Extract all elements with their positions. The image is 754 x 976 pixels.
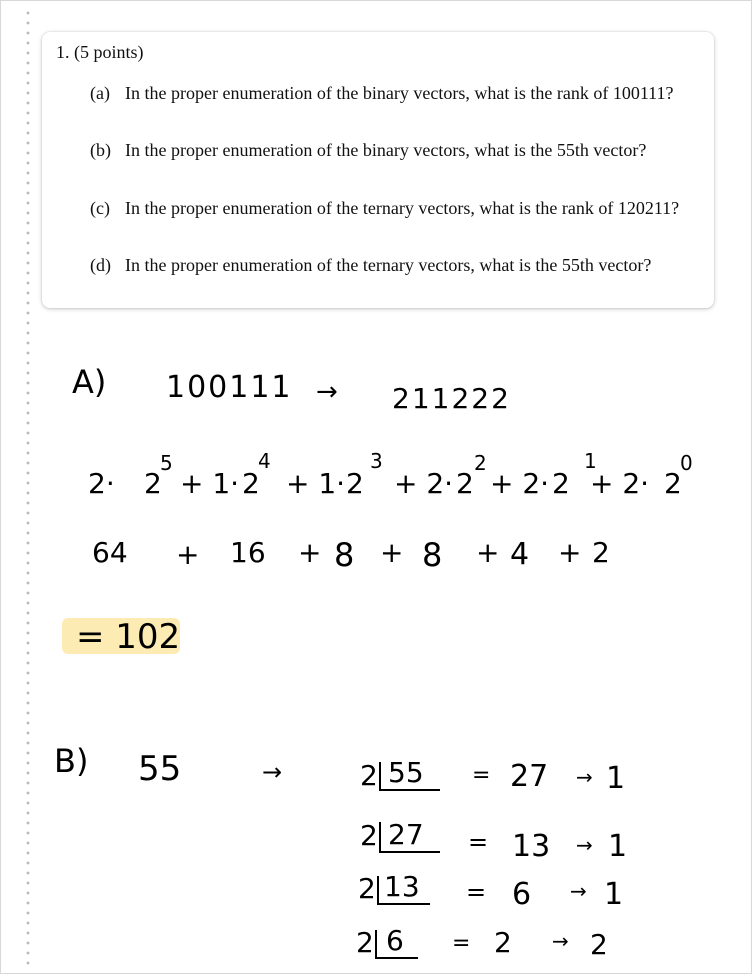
dividend: 27 bbox=[388, 818, 424, 851]
arrow-icon: → bbox=[262, 758, 283, 786]
part-label: (c) bbox=[90, 198, 110, 218]
dividend: 6 bbox=[386, 924, 404, 957]
coefficient: + 1· bbox=[286, 467, 346, 500]
divisor: 2 bbox=[360, 819, 378, 852]
remainder: 1 bbox=[608, 829, 628, 864]
coefficient: + 2· bbox=[394, 467, 454, 500]
part-a-label: A) bbox=[72, 363, 107, 401]
equals: = bbox=[472, 763, 491, 788]
part-text: In the proper enumeration of the ternary vectors, what is the 55th vector? bbox=[125, 255, 652, 275]
part-text: In the proper enumeration of the binary vectors, what is the 55th vector? bbox=[125, 140, 647, 160]
quotient: 27 bbox=[510, 759, 549, 794]
dividend: 55 bbox=[388, 756, 424, 789]
problem-header: 1. (5 points) bbox=[56, 42, 144, 62]
equals: = bbox=[452, 931, 471, 956]
power-expansion bbox=[88, 449, 693, 500]
arrow-icon: → bbox=[570, 879, 587, 903]
remainder: 1 bbox=[604, 877, 624, 912]
remainder: 1 bbox=[606, 761, 626, 796]
exponent: 1 bbox=[584, 449, 597, 473]
term: 8 bbox=[334, 536, 355, 574]
coefficient: 2· bbox=[88, 467, 115, 500]
arrow-icon: → bbox=[576, 833, 593, 857]
part-label: (d) bbox=[90, 255, 111, 275]
exponent: 3 bbox=[370, 449, 383, 473]
part-text: In the proper enumeration of the ternary vectors, what is the rank of 120211? bbox=[125, 198, 680, 218]
part-label: (a) bbox=[90, 83, 110, 103]
exponent: 0 bbox=[680, 451, 693, 475]
coefficient: + 2· bbox=[490, 467, 550, 500]
base: 2 bbox=[664, 467, 682, 500]
equals: = bbox=[466, 878, 487, 906]
arrow-icon: → bbox=[576, 765, 593, 789]
coefficient: + 1· bbox=[180, 467, 240, 500]
term: 2 bbox=[592, 536, 610, 569]
division-steps bbox=[356, 756, 627, 961]
remainder: 2 bbox=[590, 928, 608, 961]
quotient: 13 bbox=[512, 829, 551, 864]
quotient: 2 bbox=[494, 926, 512, 959]
base: 2 bbox=[242, 467, 260, 500]
divisor: 2 bbox=[358, 872, 376, 905]
base: 2 bbox=[552, 467, 570, 500]
plus: + bbox=[380, 536, 404, 569]
exponent: 4 bbox=[258, 449, 271, 473]
dividend: 13 bbox=[384, 870, 420, 903]
plus: + bbox=[176, 538, 200, 571]
mapped-vector: 211222 bbox=[392, 382, 511, 415]
plus: + bbox=[558, 536, 582, 569]
base: 2 bbox=[346, 467, 364, 500]
part-text: In the proper enumeration of the binary vectors, what is the rank of 100111? bbox=[125, 83, 674, 103]
equals: = bbox=[468, 828, 489, 856]
term: 4 bbox=[510, 537, 530, 572]
arrow-icon: → bbox=[316, 377, 338, 407]
term: 64 bbox=[92, 536, 128, 569]
divisor: 2 bbox=[360, 759, 378, 792]
divisor: 2 bbox=[356, 926, 374, 959]
base: 2 bbox=[456, 467, 474, 500]
base: 2 bbox=[144, 467, 162, 500]
exponent: 5 bbox=[160, 451, 173, 475]
decimal-number: 55 bbox=[138, 749, 182, 789]
plus: + bbox=[476, 536, 500, 569]
term: 8 bbox=[422, 536, 443, 574]
result-value: = 102 bbox=[76, 617, 181, 657]
coefficient: + 2· bbox=[590, 467, 650, 500]
binary-vector: 100111 bbox=[166, 370, 293, 405]
part-label: (b) bbox=[90, 140, 111, 160]
arrow-icon: → bbox=[552, 929, 569, 953]
term: 16 bbox=[230, 536, 266, 569]
plus: + bbox=[298, 536, 322, 569]
part-b-label: B) bbox=[54, 742, 89, 780]
term-values bbox=[92, 536, 610, 574]
exponent: 2 bbox=[474, 451, 487, 475]
quotient: 6 bbox=[512, 877, 532, 912]
